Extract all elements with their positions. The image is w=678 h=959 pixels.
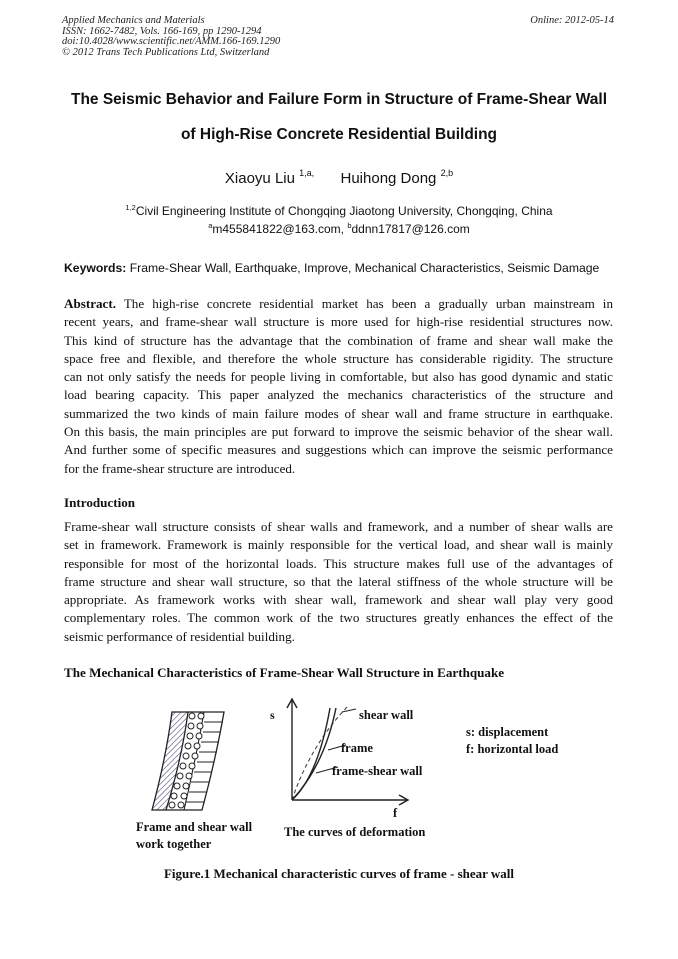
keywords-text: Frame-Shear Wall, Earthquake, Improve, Mechanical Characteristics, Seismic Damage [126,261,600,275]
section-heading-introduction: Introduction [64,495,136,510]
issn-line: ISSN: 1662-7482, Vols. 166-169, pp 1290-1294 [62,25,262,37]
paper-title-line-1: The Seismic Behavior and Failure Form in Structure of Frame-Shear Wall [70,91,608,108]
curve-label-frame: frame [341,741,373,755]
affiliation [0,203,678,218]
author-affil-marker: 1,a, [299,168,315,178]
intro-line: seismic performance of residential building. [64,628,295,644]
email-a[interactable]: m455841822@163.com, [212,222,348,236]
curve-label-frame-shear-wall: frame-shear wall [332,764,423,778]
keywords-label: Keywords: [64,261,127,275]
axis-label-s: s [270,708,275,722]
abstract-line: load bearing capacity. This paper analyzed the mechanics characteristics of the structure and [64,387,613,403]
abstract-line: for the frame-shear structure are introduced. [64,460,296,476]
author-name: Huihong Dong [340,170,437,187]
curve-label-shear-wall: shear wall [359,708,414,722]
intro-line: frame structure and shear wall structure, so that the lateral stiffness of the whole structure will be [64,573,613,589]
author-emails [0,221,678,236]
author-name: Xiaoyu Liu [224,170,295,187]
abstract [64,295,613,478]
figure-1 [130,690,559,860]
journal-name: Applied Mechanics and Materials [62,15,205,26]
email-b[interactable]: ddnn17817@126.com [351,222,470,236]
figure-caption: Figure.1 Mechanical characteristic curves of frame - shear wall [163,866,515,881]
intro-line: appropriate. As framework works with shear wall, framework and shear wall play very good [64,592,613,608]
legend-horizontal-load: f: horizontal load [466,742,559,756]
intro-line: Frame-shear wall structure consists of shear walls and framework, and a number of shear walls are [64,519,613,534]
abstract-label: Abstract. [64,296,116,311]
affiliation-marker: 1,2 [125,203,136,212]
abstract-text: The high-rise concrete residential market has been a gradually urban mainstream in [116,296,613,311]
keywords [64,261,624,275]
abstract-line: And further some of specific measures and suggestions which can improve the seismic performance [64,442,613,458]
abstract-line: can not only satisfy the needs for people living in comfortable, but also has good dynamic and static [64,369,613,385]
intro-line: set in framework. Framework is mainly responsible for the vertical load, and shear wall is mainly [64,537,613,553]
section-heading-mechanical-characteristics: The Mechanical Characteristics of Frame-Shear Wall Structure in Earthquake [64,665,505,680]
introduction-paragraph [64,518,613,646]
authors [0,168,678,187]
intro-line: responsible for most of the horizontal loads. This structure makes full use of the advantages of [64,555,613,571]
abstract-line: recent years, and frame-shear wall structure is more used for high-rise residential structures now. [64,314,613,330]
abstract-line [64,295,613,313]
author-affil-marker: 2,b [440,168,454,178]
frame-shear-wall-illustration [144,698,264,818]
online-date: Online: 2012-05-14 [530,15,614,26]
curves-caption: The curves of deformation [284,825,426,839]
axis-label-f: f [393,806,398,820]
abstract-line: On this basis, the main principles are put forward to improve the seismic behavior of the shear wall. [64,424,613,440]
email-marker: b [347,221,352,230]
illustration-caption-line-1: Frame and shear wall [136,820,253,834]
abstract-line: space free and flexible, and therefore the whole structure has considerable rigidity. The structure [64,350,613,366]
email-marker: a [208,221,213,230]
copyright-line: © 2012 Trans Tech Publications Ltd, Switzerland [62,46,270,58]
affiliation-text: Civil Engineering Institute of Chongqing Jiaotong University, Chongqing, China [135,204,553,218]
abstract-line: summarized the two kinds of main failure modes of shear wall and frame structure in earthquake. [64,405,613,421]
illustration-caption-line-2: work together [136,837,212,851]
doi-line: doi:10.4028/www.scientific.net/AMM.166-169.1290 [62,36,281,47]
intro-line: complementary roles. The common work of the two structures greatly enhances the effect of the [64,610,613,626]
legend-displacement: s: displacement [466,725,549,739]
journal-header [62,16,280,58]
paper-title-line-2: of High-Rise Concrete Residential Building [180,126,498,143]
abstract-line: This kind of structure has the advantage that the combination of frame and shear wall make the [64,332,613,348]
